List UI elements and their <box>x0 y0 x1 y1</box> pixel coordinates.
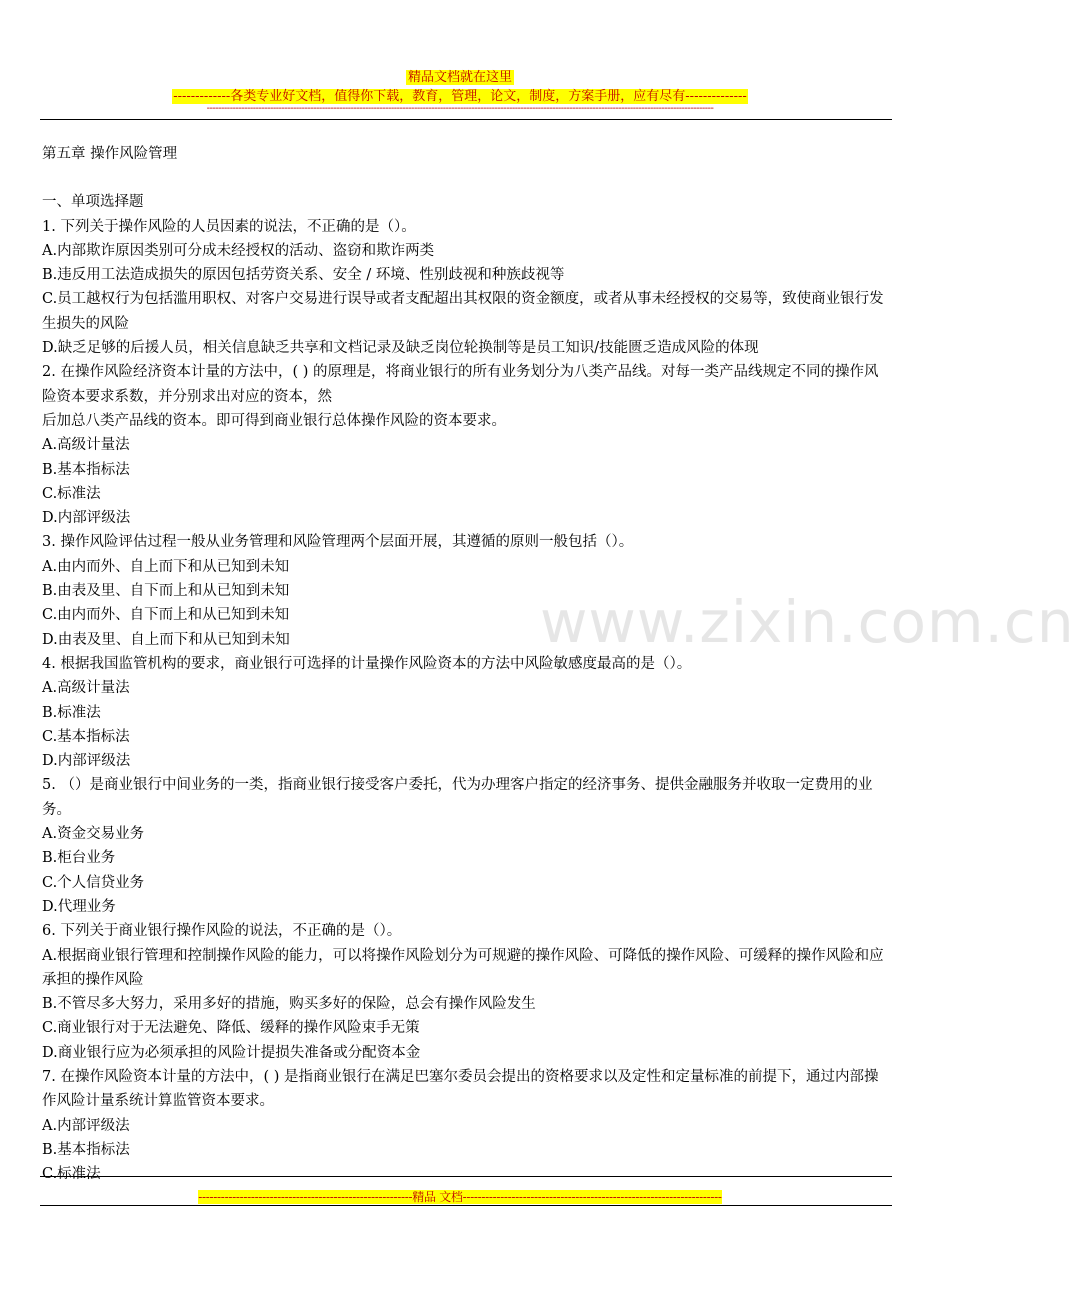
text-line: B.由表及里、自下而上和从已知到未知 <box>42 583 290 600</box>
text-line: C.个人信贷业务 <box>42 874 145 891</box>
text-line: B.不管尽多大努力，采用多好的措施，购买多好的保险，总会有操作风险发生 <box>42 996 536 1013</box>
section-title: 一、单项选择题 <box>42 194 144 211</box>
footer-rule-bottom <box>40 1205 892 1206</box>
text-line: B.基本指标法 <box>42 1141 130 1158</box>
text-line: 后加总八类产品线的资本。即可得到商业银行总体操作风险的资本要求。 <box>42 412 506 429</box>
text-line: D.由表及里、自上而下和从已知到未知 <box>42 631 290 648</box>
footer-text: ---------------------------------------------------------精品 文档--------------------------------------------------------------------- <box>198 1190 722 1204</box>
header-rule <box>40 119 892 120</box>
header-subtitle <box>0 85 920 104</box>
text-line: 7. 在操作风险资本计量的方法中，( ) 是指商业银行在满足巴塞尔委员会提出的资格要求以及定性和定量标准的前提下，通过内部操作风险计量系统计算监管资本要求。 <box>42 1068 879 1110</box>
text-line: C.员工越权行为包括滥用职权、对客户交易进行误导或者支配超出其权限的资金额度，或者从事未经授权的交易等，致使商业银行发生损失的风险 <box>42 291 884 332</box>
text-line: A.高级计量法 <box>42 437 130 454</box>
document-body <box>42 142 892 1186</box>
watermark: www.zixin.com.cn <box>540 588 1075 656</box>
text-line: A.根据商业银行管理和控制操作风险的能力，可以将操作风险划分为可规避的操作风险、可降低的操作风险、可缓释的操作风险和应承担的操作风险 <box>42 947 884 988</box>
text-line: D.缺乏足够的后援人员，相关信息缺乏共享和文档记录及缺乏岗位轮换制等是员工知识/技能匮乏造成风险的体现 <box>42 340 759 357</box>
text-line: D.内部评级法 <box>42 753 131 770</box>
text-line: A.内部欺诈原因类别可分成未经授权的活动、盗窃和欺诈两类 <box>42 242 435 259</box>
text-line: A.资金交易业务 <box>42 826 145 843</box>
text-line: B.违反用工法造成损失的原因包括劳资关系、安全 / 环境、性别歧视和种族歧视等 <box>42 267 565 284</box>
text-line: C.标准法 <box>42 485 101 502</box>
text-line: C.标准法 <box>42 1166 101 1183</box>
question-list <box>42 215 892 1187</box>
text-line: 5. （）是商业银行中间业务的一类，指商业银行接受客户委托，代为办理客户指定的经济事务、提供金融服务并收取一定费用的业务。 <box>42 777 873 818</box>
text-line: D.商业银行应为必须承担的风险计提损失准备或分配资本金 <box>42 1044 421 1061</box>
text-line: A.高级计量法 <box>42 680 130 697</box>
text-line: D.代理业务 <box>42 898 116 915</box>
footer <box>0 1186 920 1205</box>
spacer <box>42 166 892 190</box>
header-dashes: -------------------------------------------------------------------------------------------------------------------------------------------------------------------------------- <box>206 103 714 114</box>
text-line: B.柜台业务 <box>42 850 116 867</box>
text-line: 4. 根据我国监管机构的要求，商业银行可选择的计量操作风险资本的方法中风险敏感度最高的是（）。 <box>42 655 692 672</box>
text-line: A.由内而外、自上而下和从已知到未知 <box>42 558 290 575</box>
header-title-text: 精品文档就在这里 <box>407 70 512 85</box>
text-line: 1. 下列关于操作风险的人员因素的说法，不正确的是（）。 <box>42 218 416 235</box>
text-line: B.标准法 <box>42 704 101 721</box>
text-line: C.由内而外、自下而上和从已知到未知 <box>42 607 290 624</box>
header-subtitle-text: -------------各类专业好文档，值得你下载，教育，管理，论文，制度，方案手册，应有尽有-------------- <box>173 89 747 104</box>
text-line: C.基本指标法 <box>42 728 130 745</box>
text-line: C.商业银行对于无法避免、降低、缓释的操作风险束手无策 <box>42 1020 420 1037</box>
text-line: A.内部评级法 <box>42 1117 130 1134</box>
text-line: 6. 下列关于商业银行操作风险的说法，不正确的是（）。 <box>42 923 402 940</box>
chapter-title: 第五章 操作风险管理 <box>42 146 178 162</box>
text-line: 2. 在操作风险经济资本计量的方法中，( ) 的原理是，将商业银行的所有业务划分为八类产品线。对每一类产品线规定不同的操作风险资本要求系数，并分别求出对应的资本，然 <box>42 364 879 405</box>
text-line: D.内部评级法 <box>42 510 131 527</box>
text-line: 3. 操作风险评估过程一般从业务管理和风险管理两个层面开展，其遵循的原则一般包括（）。 <box>42 534 634 551</box>
header-title <box>0 66 920 85</box>
text-line: B.基本指标法 <box>42 461 130 478</box>
